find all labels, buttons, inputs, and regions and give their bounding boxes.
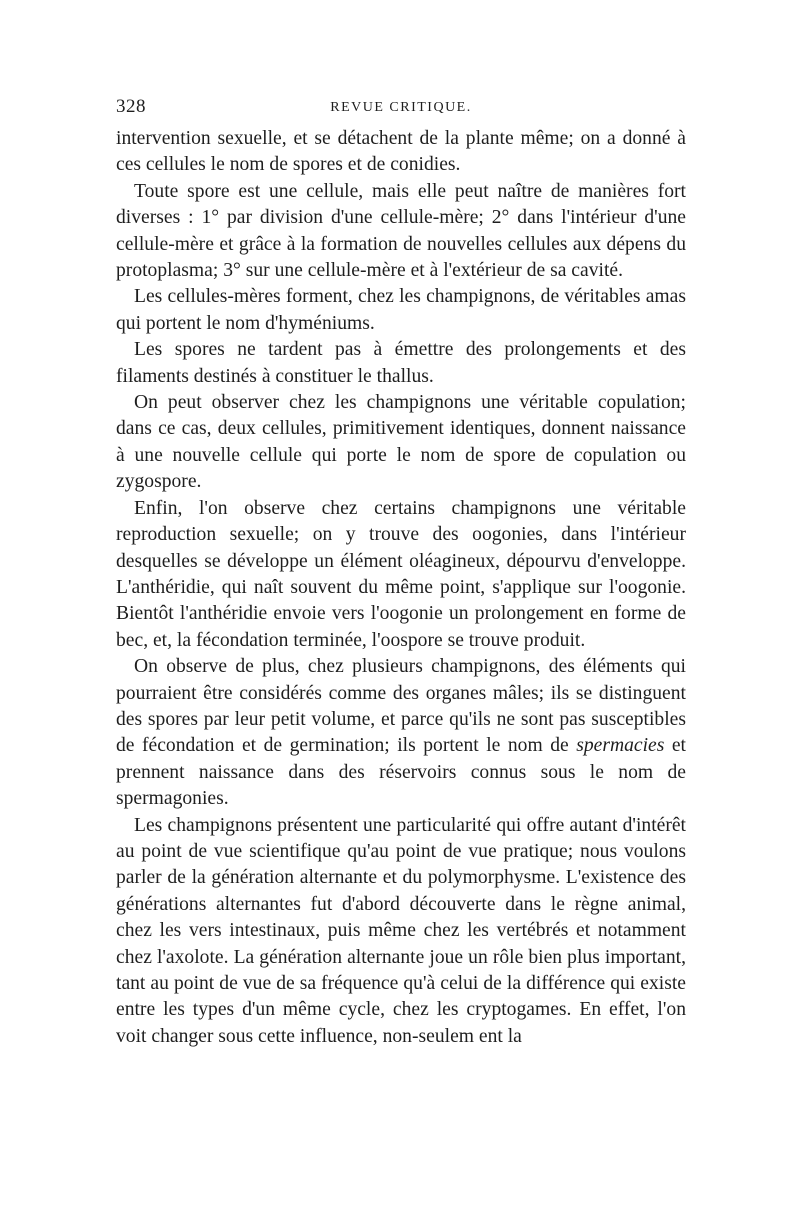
spermacies-text-after: et prennent naissance dans des réservoirs connus sous le nom de spermagonies. xyxy=(116,735,686,810)
spermacies-term: spermacies xyxy=(576,735,665,757)
paragraph-spores-conidies: intervention sexuelle, et se détachent de la plante même; on a donné à ces cellules le nom de spores et de conidies. xyxy=(116,128,686,176)
paragraph-thallus: Les spores ne tardent pas à émettre des prolongements et des filaments destinés à constituer le thallus. xyxy=(116,339,686,387)
paragraph-spore-formation: Toute spore est une cellule, mais elle peut naître de manières fort diverses : 1° par division d'une cellule-mère; 2° dans l'intérieur d'une cellule-mère et grâce à la formation de nouvelles cellules aux dépens du protoplasma; 3° sur une cellule-mère et à l'extérieur de sa cavité. xyxy=(116,180,686,282)
running-title: REVUE CRITIQUE. xyxy=(330,100,472,115)
book-page xyxy=(116,96,686,1050)
paragraph-spermacies xyxy=(116,654,686,812)
body-text xyxy=(116,126,686,1050)
paragraph-copulation: On peut observer chez les champignons une véritable copulation; dans ce cas, deux cellules, primitivement identiques, donnent naissance à une nouvelle cellule qui porte le nom de spore de copulation ou zygospore. xyxy=(116,392,686,493)
spermacies-text-before: On observe de plus, chez plusieurs champignons, des éléments qui pourraient être considérés comme des organes mâles; ils se distinguent des spores par leur petit volume, et parce qu'ils ne sont pas susceptibles de fécondation et de germination; ils portent le nom de xyxy=(116,656,686,757)
paragraph-hymeniums: Les cellules-mères forment, chez les champignons, de véritables amas qui portent le nom d'hyméniums. xyxy=(116,286,686,334)
running-head xyxy=(116,96,686,126)
paragraph-sexual-reproduction: Enfin, l'on observe chez certains champignons une véritable reproduction sexuelle; on y trouve des oogonies, dans l'intérieur desquelles se développe un élément oléagineux, dépourvu d'enveloppe. L'anthéridie, qui naît souvent du même point, s'applique sur l'oogonie. Bientôt l'anthéridie envoie vers l'oogonie un prolongement en forme de bec, et, la fécondation terminée, l'oospore se trouve produit. xyxy=(116,497,686,651)
paragraph-alternating-generation: Les champignons présentent une particularité qui offre autant d'intérêt au point de vue scientifique qu'au point de vue pratique; nous voulons parler de la génération alternante et du polymorphysme. L'existence des générations alternantes fut d'abord découverte dans le règne animal, chez les vers intestinaux, puis même chez les vertébrés et notamment chez l'axolote. La génération alternante joue un rôle bien plus important, tant au point de vue de sa fréquence qu'à celui de la différence qui existe entre les types d'un même cycle, chez les cryptogames. En effet, l'on voit changer sous cette influence, non-seulem ent la xyxy=(116,814,686,1047)
page-number: 328 xyxy=(116,96,146,117)
